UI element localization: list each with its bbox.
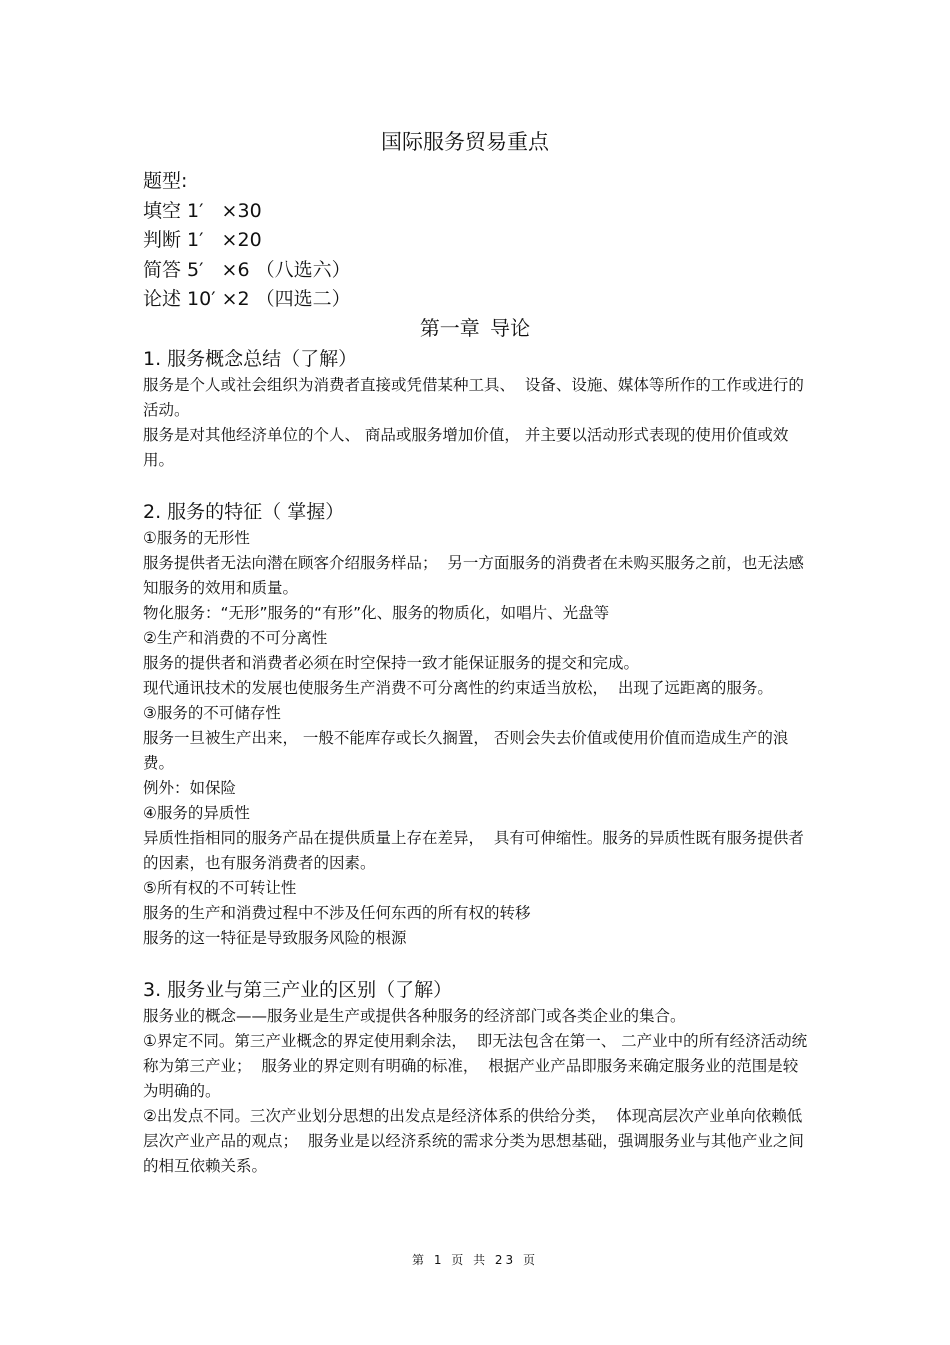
paragraph: 服务的这一特征是导致服务风险的根源 <box>143 929 407 947</box>
question-type-item: 填空 1′ ×30 <box>143 199 262 222</box>
paragraph: 例外：如保险 <box>143 779 237 797</box>
page-footer: 第 1 页 共 23 页 <box>412 1253 538 1267</box>
document-title: 国际服务贸易重点 <box>381 130 549 154</box>
paragraph: 异质性指相同的服务产品在提供质量上存在差异， 具有可伸缩性。服务的异质性既有服务提供者的因素，也有服务消费者的因素。 <box>143 829 804 872</box>
paragraph: ③服务的不可储存性 <box>143 704 281 722</box>
paragraph: ①服务的无形性 <box>143 529 250 547</box>
question-types-label: 题型: <box>143 170 188 192</box>
section-service-features <box>143 498 808 951</box>
paragraph: ②出发点不同。三次产业划分思想的出发点是经济体系的供给分类， 体现高层次产业单向依赖低层次产业产品的观点； 服务业是以经济系统的需求分类为思想基础，强调服务业与其他产业之间的相互依赖关系。 <box>143 1107 804 1175</box>
chapter-title: 第一章 导论 <box>419 316 531 340</box>
paragraph: ④服务的异质性 <box>143 804 250 822</box>
paragraph: 服务提供者无法向潜在顾客介绍服务样品； 另一方面服务的消费者在未购买服务之前，也无法感知服务的效用和质量。 <box>143 554 804 597</box>
section-heading: 1. 服务概念总结（了解） <box>143 348 358 370</box>
paragraph: 服务的提供者和消费者必须在时空保持一致才能保证服务的提交和完成。 <box>143 654 640 672</box>
paragraph: 物化服务：“无形”服务的“有形”化、服务的物质化，如唱片、光盘等 <box>143 604 610 622</box>
question-types-block <box>143 167 823 315</box>
paragraph: ②生产和消费的不可分离性 <box>143 629 328 647</box>
paragraph: 服务一旦被生产出来， 一般不能库存或长久搁置， 否则会失去价值或使用价值而造成生产的浪费。 <box>143 729 789 772</box>
paragraph: ①界定不同。第三产业概念的界定使用剩余法， 即无法包含在第一、 二产业中的所有经济活动统称为第三产业； 服务业的界定则有明确的标准， 根据产业产品即服务来确定服务业的范围是较为明确的。 <box>143 1032 808 1100</box>
section-heading: 3. 服务业与第三产业的区别（了解） <box>143 979 453 1001</box>
paragraph: 服务业的概念——服务业是生产或提供各种服务的经济部门或各类企业的集合。 <box>143 1007 686 1025</box>
section-service-concept <box>143 345 808 473</box>
question-type-item: 判断 1′ ×20 <box>143 229 262 251</box>
paragraph: ⑤所有权的不可转让性 <box>143 879 297 897</box>
document-body <box>143 345 808 1179</box>
paragraph: 现代通讯技术的发展也使服务生产消费不可分离性的约束适当放松， 出现了远距离的服务。 <box>143 679 773 697</box>
section-gap <box>143 473 808 498</box>
question-type-item: 简答 5′ ×6 （八选六） <box>143 258 351 281</box>
paragraph: 服务的生产和消费过程中不涉及任何东西的所有权的转移 <box>143 904 531 922</box>
paragraph: 服务是对其他经济单位的个人、 商品或服务增加价值， 并主要以活动形式表现的使用价值或效用。 <box>143 426 789 469</box>
section-gap <box>143 951 808 976</box>
question-type-item: 论述 10′ ×2 （四选二） <box>143 288 351 310</box>
section-service-vs-tertiary <box>143 976 808 1179</box>
paragraph: 服务是个人或社会组织为消费者直接或凭借某种工具、 设备、设施、媒体等所作的工作或进行的活动。 <box>143 376 804 419</box>
section-heading: 2. 服务的特征（ 掌握） <box>143 501 345 523</box>
